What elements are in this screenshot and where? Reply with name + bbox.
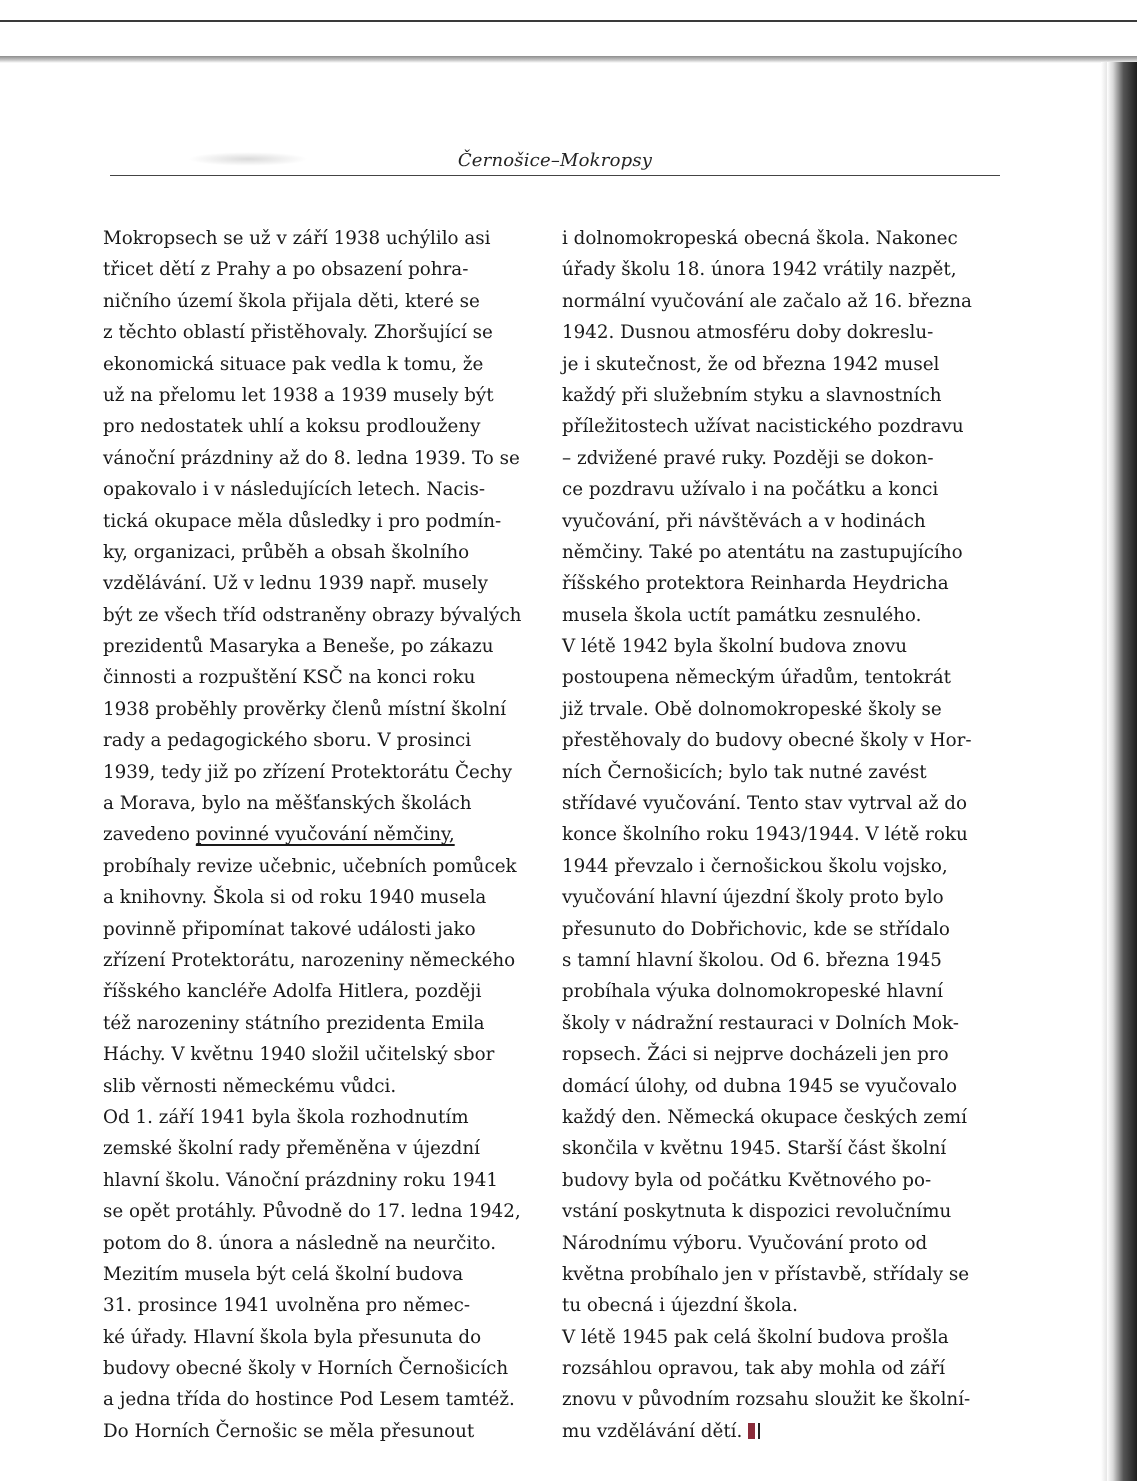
text-line <box>562 914 1002 945</box>
text-line <box>103 254 543 285</box>
text-line <box>103 1384 543 1415</box>
text-line-content: potom do 8. února a následně na neurčito. <box>103 1232 497 1254</box>
text-line-content: je i skutečnost, že od března 1942 musel <box>562 353 940 375</box>
text-line <box>103 976 543 1007</box>
text-line <box>562 1165 1002 1196</box>
text-line-content: a knihovny. Škola si od roku 1940 musela <box>103 887 487 909</box>
text-line-content: být ze všech tříd odstraněny obrazy bývalých <box>103 604 522 626</box>
text-line-content: úřady školu 18. února 1942 vrátily nazpět, <box>562 259 957 281</box>
text-line-content: vyučování, při návštěvách a v hodinách <box>562 510 926 532</box>
text-line-content: říšského kancléře Adolfa Hitlera, později <box>103 981 482 1003</box>
text-line-content: Národnímu výboru. Vyučování proto od <box>562 1232 928 1254</box>
text-line-content: 1944 převzalo i černošickou školu vojsko, <box>562 855 948 877</box>
text-line <box>562 1228 1002 1259</box>
text-line-content: – zdvižené pravé ruky. Později se dokon- <box>562 447 934 469</box>
text-line <box>103 914 543 945</box>
text-line-content: budovy obecné školy v Horních Černošicích <box>103 1358 509 1380</box>
text-line <box>562 1416 1002 1447</box>
text-line-content: slib věrnosti německému vůdci. <box>103 1075 397 1097</box>
text-line <box>103 945 543 976</box>
text-line <box>562 725 1002 756</box>
text-line-content: prezidentů Masaryka a Beneše, po zákazu <box>103 636 494 658</box>
text-line <box>103 1259 543 1290</box>
text-line <box>562 1039 1002 1070</box>
text-line <box>562 506 1002 537</box>
text-line <box>562 1353 1002 1384</box>
text-line <box>103 1290 543 1321</box>
scan-top-line <box>0 20 1137 22</box>
text-line <box>562 1322 1002 1353</box>
text-line-content: probíhala výuka dolnomokropeské hlavní <box>562 981 944 1003</box>
text-line-content: ních Černošicích; bylo tak nutné zavést <box>562 761 927 783</box>
text-line-content: konce školního roku 1943/1944. V létě roku <box>562 824 968 846</box>
text-line <box>103 1165 543 1196</box>
text-line <box>562 254 1002 285</box>
scan-right-edge-inner <box>1101 62 1107 1481</box>
text-line <box>562 443 1002 474</box>
text-line <box>103 1196 543 1227</box>
text-line <box>562 568 1002 599</box>
text-line-content: též narozeniny státního prezidenta Emila <box>103 1012 485 1034</box>
text-line <box>103 1416 543 1447</box>
text-line <box>562 317 1002 348</box>
text-line <box>562 851 1002 882</box>
text-line-content: Mezitím musela být celá školní budova <box>103 1263 464 1285</box>
text-line-content: probíhaly revize učebnic, učebních pomůcek <box>103 855 517 877</box>
text-line <box>562 349 1002 380</box>
text-line <box>103 286 543 317</box>
text-line <box>562 1008 1002 1039</box>
text-line-content: příležitostech užívat nacistického pozdravu <box>562 416 964 438</box>
text-line <box>103 662 543 693</box>
text-line <box>562 1384 1002 1415</box>
text-line-content: vstání poskytnuta k dispozici revolučnímu <box>562 1201 952 1223</box>
text-line <box>103 349 543 380</box>
text-line-content: domácí úlohy, od dubna 1945 se vyučovalo <box>562 1075 958 1097</box>
text-line <box>562 976 1002 1007</box>
text-line <box>562 945 1002 976</box>
text-line <box>103 788 543 819</box>
text-line <box>103 506 543 537</box>
text-line <box>103 1071 543 1102</box>
text-line-content: tu obecná i újezdní škola. <box>562 1295 798 1317</box>
text-line <box>562 1133 1002 1164</box>
text-line <box>103 223 543 254</box>
text-line <box>562 788 1002 819</box>
text-line-content: hlavní školu. Vánoční prázdniny roku 1941 <box>103 1169 499 1191</box>
text-line <box>562 662 1002 693</box>
text-line <box>562 537 1002 568</box>
text-line-content: každý při služebním styku a slavnostních <box>562 384 942 406</box>
text-line-content: se opět protáhly. Původně do 17. ledna 1942, <box>103 1201 521 1223</box>
text-line <box>103 819 543 850</box>
text-line-content: a jedna třída do hostince Pod Lesem tamtéž. <box>103 1389 515 1411</box>
text-line <box>103 882 543 913</box>
text-line-content: tická okupace měla důsledky i pro podmín- <box>103 510 502 532</box>
text-line <box>103 600 543 631</box>
text-line <box>562 757 1002 788</box>
text-line <box>103 1353 543 1384</box>
text-line-content: němčiny. Také po atentátu na zastupujícího <box>562 541 963 563</box>
text-line-content: V létě 1942 byla školní budova znovu <box>562 636 908 658</box>
text-line-content: rozsáhlou opravou, tak aby mohla od září <box>562 1358 946 1380</box>
text-line <box>103 757 543 788</box>
text-line-content: ky, organizaci, průběh a obsah školního <box>103 541 470 563</box>
scan-edge-band <box>0 56 1137 63</box>
end-of-article-icon <box>748 1418 758 1434</box>
text-line-content: školy v nádražní restauraci v Dolních Mok- <box>562 1012 959 1034</box>
text-line-content: říšského protektora Reinharda Heydricha <box>562 573 949 595</box>
text-line-content: činnosti a rozpuštění KSČ na konci roku <box>103 667 476 689</box>
text-line <box>103 411 543 442</box>
text-line <box>103 568 543 599</box>
text-line-content: vzdělávání. Už v lednu 1939 např. musely <box>103 573 488 595</box>
text-line <box>562 1102 1002 1133</box>
text-line-content: střídavé vyučování. Tento stav vytrval až do <box>562 793 967 815</box>
text-line <box>103 1008 543 1039</box>
text-line-content: 1938 proběhly prověrky členů místní školní <box>103 698 507 720</box>
text-line <box>103 1228 543 1259</box>
text-line-content: přesunuto do Dobřichovic, kde se střídalo <box>562 918 950 940</box>
text-line-content: normální vyučování ale začalo až 16. března <box>562 290 972 312</box>
text-line-content: i dolnomokropeská obecná škola. Nakonec <box>562 228 958 249</box>
text-line-content: už na přelomu let 1938 a 1939 musely být <box>103 384 494 406</box>
text-line <box>562 1259 1002 1290</box>
text-line-content: pro nedostatek uhlí a koksu prodlouženy <box>103 416 481 438</box>
text-line <box>562 1071 1002 1102</box>
text-line-content: musela škola uctít památku zesnulého. <box>562 604 922 626</box>
text-line <box>103 474 543 505</box>
text-line <box>562 882 1002 913</box>
text-line-content: Mokropsech se už v září 1938 uchýlilo asi <box>103 228 491 249</box>
text-line <box>562 411 1002 442</box>
text-line <box>562 631 1002 662</box>
text-line <box>562 600 1002 631</box>
text-line-content: opakovalo i v následujících letech. Nacis- <box>103 479 486 501</box>
text-line-content: z těchto oblastí přistěhovaly. Zhoršující se <box>103 322 493 344</box>
text-line <box>562 819 1002 850</box>
text-line-content: vánoční prázdniny až do 8. ledna 1939. To se <box>103 447 520 469</box>
text-line <box>103 1133 543 1164</box>
text-line <box>103 537 543 568</box>
text-line <box>562 474 1002 505</box>
text-line-content: mu vzdělávání dětí. <box>562 1420 743 1442</box>
text-line-content: zřízení Protektorátu, narozeniny německého <box>103 949 516 971</box>
text-line <box>562 1290 1002 1321</box>
text-line-content: ké úřady. Hlavní škola byla přesunuta do <box>103 1326 482 1348</box>
text-line-content: zavedeno <box>103 824 190 846</box>
text-line <box>562 694 1002 725</box>
text-line-content: V létě 1945 pak celá školní budova prošla <box>562 1326 949 1348</box>
text-line-content: zemské školní rady přeměněna v újezdní <box>103 1138 480 1160</box>
text-line-content: ce pozdravu užívalo i na počátku a konci <box>562 479 939 501</box>
text-line-content: a Morava, bylo na měšťanských školách <box>103 793 472 815</box>
text-line <box>103 694 543 725</box>
text-line <box>562 223 1002 254</box>
text-line-content: rady a pedagogického sboru. V prosinci <box>103 730 472 752</box>
underlined-phrase: povinné vyučování němčiny, <box>195 824 455 846</box>
text-line <box>103 443 543 474</box>
text-line-content: přestěhovaly do budovy obecné školy v Hor- <box>562 730 972 752</box>
text-line-content: s tamní hlavní školou. Od 6. března 1945 <box>562 949 942 971</box>
text-line-content: května probíhalo jen v přístavbě, střídaly se <box>562 1263 970 1285</box>
text-line-content: každý den. Německá okupace českých zemí <box>562 1106 967 1128</box>
text-line <box>103 1102 543 1133</box>
text-line-content: Háchy. V květnu 1940 složil učitelský sbor <box>103 1044 495 1066</box>
text-line-content: 1942. Dusnou atmosféru doby dokreslu- <box>562 322 934 344</box>
text-line <box>103 317 543 348</box>
text-line <box>103 1039 543 1070</box>
text-line-content: Od 1. září 1941 byla škola rozhodnutím <box>103 1106 469 1128</box>
text-line-content: postoupena německým úřadům, tentokrát <box>562 667 951 689</box>
text-line-content: povinně připomínat takové události jako <box>103 918 476 940</box>
text-line <box>103 380 543 411</box>
text-line-content: ekonomická situace pak vedla k tomu, že <box>103 353 484 375</box>
text-line-content: budovy byla od počátku Květnového po- <box>562 1169 932 1191</box>
text-line-content: 31. prosince 1941 uvolněna pro němec- <box>103 1295 470 1317</box>
text-line <box>103 631 543 662</box>
text-line <box>103 851 543 882</box>
text-line-content: Do Horních Černošic se měla přesunout <box>103 1420 475 1442</box>
text-line <box>562 1196 1002 1227</box>
right-text-column <box>562 223 1002 1447</box>
running-head: Černošice–Mokropsy <box>457 150 653 171</box>
left-text-column <box>103 223 543 1447</box>
text-line <box>103 725 543 756</box>
text-line-content: vyučování hlavní újezdní školy proto bylo <box>562 887 944 909</box>
running-head-rule <box>110 175 1000 176</box>
text-line-content: ropsech. Žáci si nejprve docházeli jen pro <box>562 1044 949 1066</box>
text-line <box>562 286 1002 317</box>
text-line <box>103 1322 543 1353</box>
text-line-content: skončila v květnu 1945. Starší část školní <box>562 1138 947 1160</box>
text-line-content: ničního území škola přijala děti, které se <box>103 290 480 312</box>
text-line-content: znovu v původním rozsahu sloužit ke školní- <box>562 1389 971 1411</box>
scan-right-edge-shadow <box>1107 62 1137 1481</box>
text-line-content: 1939, tedy již po zřízení Protektorátu Čechy <box>103 761 513 783</box>
text-line <box>562 380 1002 411</box>
text-line-content: již trvale. Obě dolnomokropeské školy se <box>562 698 942 720</box>
text-line-content: třicet dětí z Prahy a po obsazení pohra- <box>103 259 469 281</box>
